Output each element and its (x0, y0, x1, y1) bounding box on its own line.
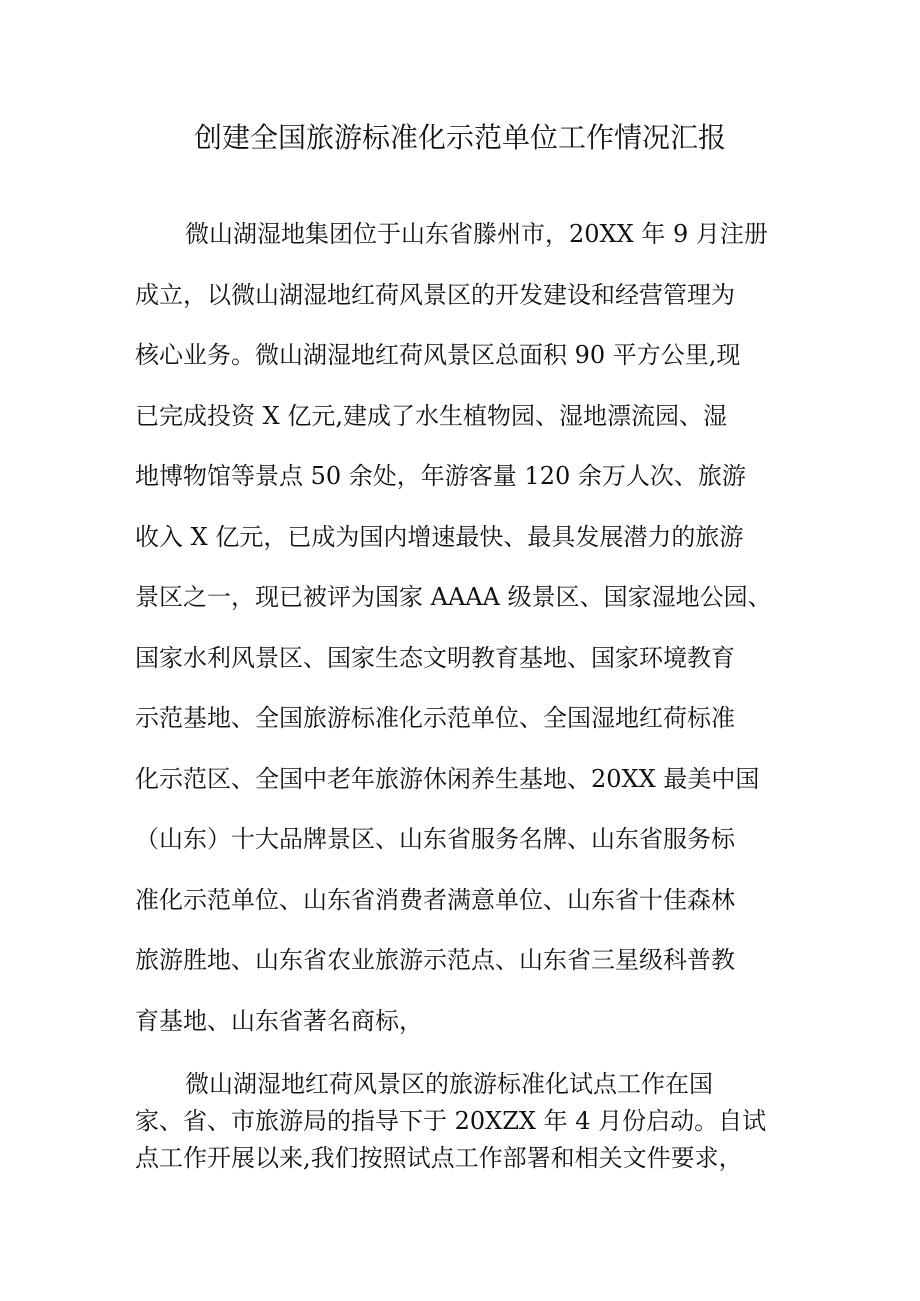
paragraph-line: 示范基地、全国旅游标准化示范单位、全国湿地红荷标准 (135, 704, 735, 732)
paragraph-1 (135, 218, 795, 1065)
paragraph-line: 地博物馆等景点 50 余处，年游客量 120 余万人次、旅游 (135, 462, 746, 490)
paragraph-line: 景区之一，现已被评为国家 AAAA 级景区、国家湿地公园、 (135, 583, 772, 611)
paragraph-line: 点工作开展以来,我们按照试点工作部署和相关文件要求， (135, 1144, 743, 1172)
paragraph-line: 家、省、市旅游局的指导下于 20XZX 年 4 月份启动。自试 (135, 1107, 767, 1135)
paragraph-line: 旅游胜地、山东省农业旅游示范点、山东省三星级科普教 (135, 946, 735, 974)
paragraph-line: 收入 X 亿元，已成为国内增速最快、最具发展潜力的旅游 (135, 522, 744, 551)
paragraph-2 (135, 1068, 795, 1179)
paragraph-line: 已完成投资 X 亿元,建成了水生植物园、湿地漂流园、湿 (135, 401, 727, 430)
paragraph-line: （山东）十大品牌景区、山东省服务名牌、山东省服务标 (135, 825, 735, 853)
paragraph-line: 微山湖湿地集团位于山东省滕州市，20XX 年 9 月注册 (185, 220, 768, 248)
paragraph-line: 成立，以微山湖湿地红荷风景区的开发建设和经营管理为 (135, 280, 735, 309)
paragraph-line: 准化示范单位、山东省消费者满意单位、山东省十佳森林 (135, 885, 735, 914)
paragraph-line: 化示范区、全国中老年旅游休闲养生基地、20XX 最美中国 (135, 764, 760, 793)
document-title: 创建全国旅游标准化示范单位工作情况汇报 (193, 121, 726, 154)
paragraph-line: 育基地、山东省著名商标， (135, 1006, 423, 1035)
paragraph-line: 国家水利风景区、国家生态文明教育基地、国家环境教育 (135, 643, 735, 672)
paragraph-line: 微山湖湿地红荷风景区的旅游标准化试点工作在国 (185, 1070, 713, 1098)
paragraph-line: 核心业务。微山湖湿地红荷风景区总面积 90 平方公里,现 (135, 341, 741, 369)
